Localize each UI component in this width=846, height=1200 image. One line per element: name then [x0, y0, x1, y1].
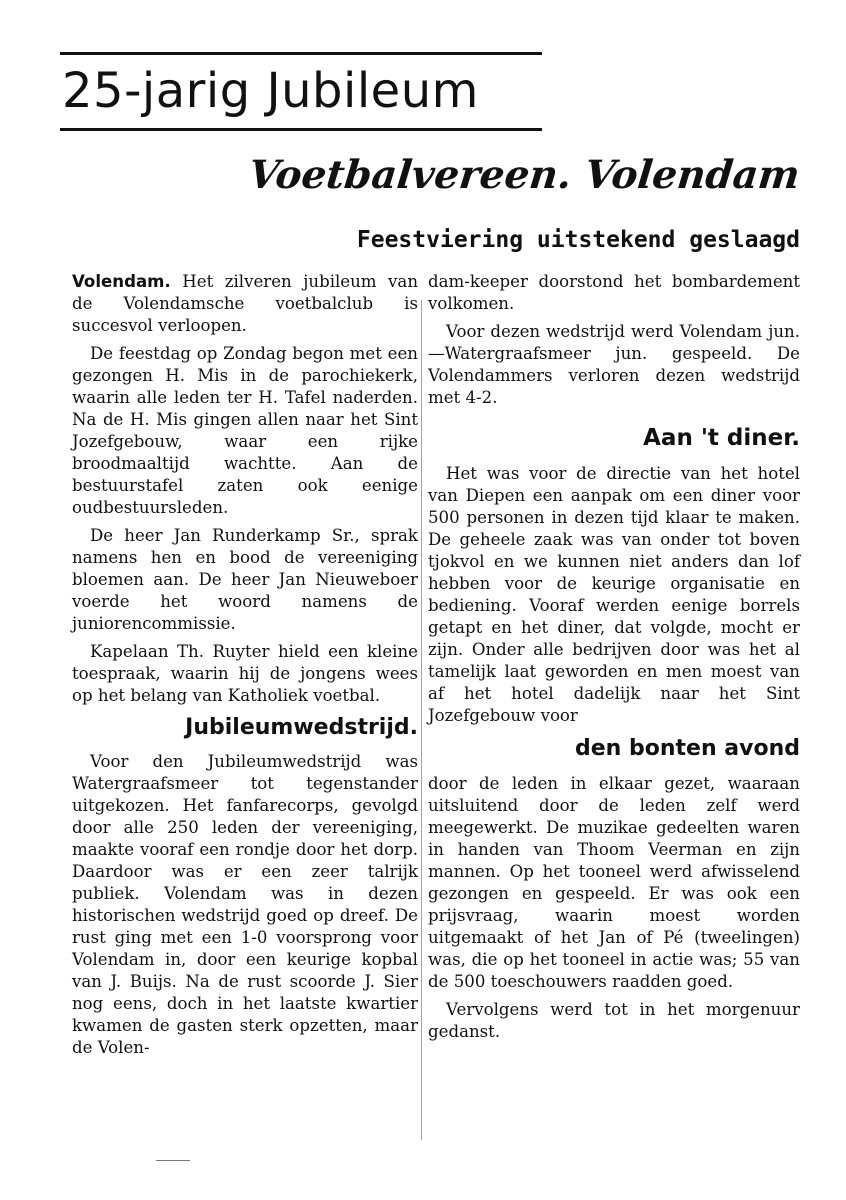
intro-paragraph [72, 271, 418, 337]
intro-text: Het zilveren jubileum van de Volendamsche voetbalclub is succesvol verloopen. [72, 272, 419, 335]
paragraph-junior-match: Voor dezen wedstrijd werd Volendam jun.—Watergraafsmeer jun. gespeeld. De Volendammers verloren dezen wedstrijd met 4-2. [428, 322, 800, 407]
paragraph-closing: Vervolgens werd tot in het morgenuur gedanst. [428, 1000, 800, 1041]
paragraph-match: Voor den Jubileumwedstrijd was Watergraafsmeer tot tegenstander uitgekozen. Het fanfarecorps, gevolgd door alle 250 leden der vereeniging, maakte vooraf een rondje door het dorp. Daardoor was er een zeer talrijk publiek. Volendam was in dezen historischen wedstrijd goed op dreef. De rust ging met een 1-0 voorsprong voor Volendam in, door een keurige kopbal van J. Buijs. Na de rust scoorde J. Sier nog eens, doch in het laatste kwartier kwamen de gasten sterk opzetten, maar de Volen- [72, 752, 418, 1057]
headline: 25-jarig Jubileum [62, 63, 479, 119]
section-heading-dinner: Aan 't diner. [643, 425, 800, 451]
section-heading-evening: den bonten avond [575, 736, 800, 761]
paragraph-chaplain: Kapelaan Th. Ruyter hield een kleine toespraak, waarin hij de jongens wees op het belang van Katholiek voetbal. [72, 642, 418, 705]
paragraph-dinner: Het was voor de directie van het hotel van Diepen een aanpak om een diner voor 500 personen in dezen tijd klaar te maken. De geheele zaak was van onder tot boven tjokvol en we kunnen niet anders dan lof hebben voor de keurige organisatie en bediening. Vooraf werden eenige borrels getapt en het diner, dat volgde, mocht er zijn. Onder alle bedrijven door was het al tamelijk laat geworden en men moest van af het hotel dadelijk naar het Sint Jozefgebouw voor [428, 464, 800, 725]
paragraph-evening: door de leden in elkaar gezet, waaraan uitsluitend door de leden zelf werd meegewerkt. De muzikae gedeelten waren in handen van Thoom Veerman en zijn mannen. Op het tooneel werd afwisselend gezongen en gespeeld. Er was ook een prijsvraag, waarin moest worden uitgemaakt of het Jan of Pé (tweelingen) was, die op het tooneel in actie was; 55 van de 500 toeschouwers raadden goed. [428, 774, 800, 991]
dateline: Volendam. [72, 272, 171, 291]
bottom-mark [156, 1160, 190, 1161]
column-divider [421, 300, 422, 1140]
right-column [428, 271, 800, 1049]
subheadline: Feestviering uitstekend geslaagd [356, 227, 800, 253]
left-column [72, 271, 418, 1065]
club-name: Voetbalvereen. Volendam [247, 152, 803, 198]
top-zigzag-border [60, 55, 542, 61]
paragraph-speech: De heer Jan Runderkamp Sr., sprak namens hen en bood de vereeniging bloemen aan. De heer Jan Nieuweboer voerde het woord namens de juniorencommissie. [72, 526, 418, 633]
paragraph-feastday: De feestdag op Zondag begon met een gezongen H. Mis in de parochiekerk, waarin alle leden ter H. Tafel naderden. Na de H. Mis gingen allen naar het Sint Jozefgebouw, waar een rijke broodmaaltijd wachtte. Aan de bestuurstafel zaten ook eenige oudbestuursleden. [72, 344, 418, 517]
bottom-rule [60, 128, 542, 131]
section-heading-match: Jubileumwedstrijd. [185, 715, 418, 740]
paragraph-keeper: dam-keeper doorstond het bombardement volkomen. [428, 272, 800, 313]
